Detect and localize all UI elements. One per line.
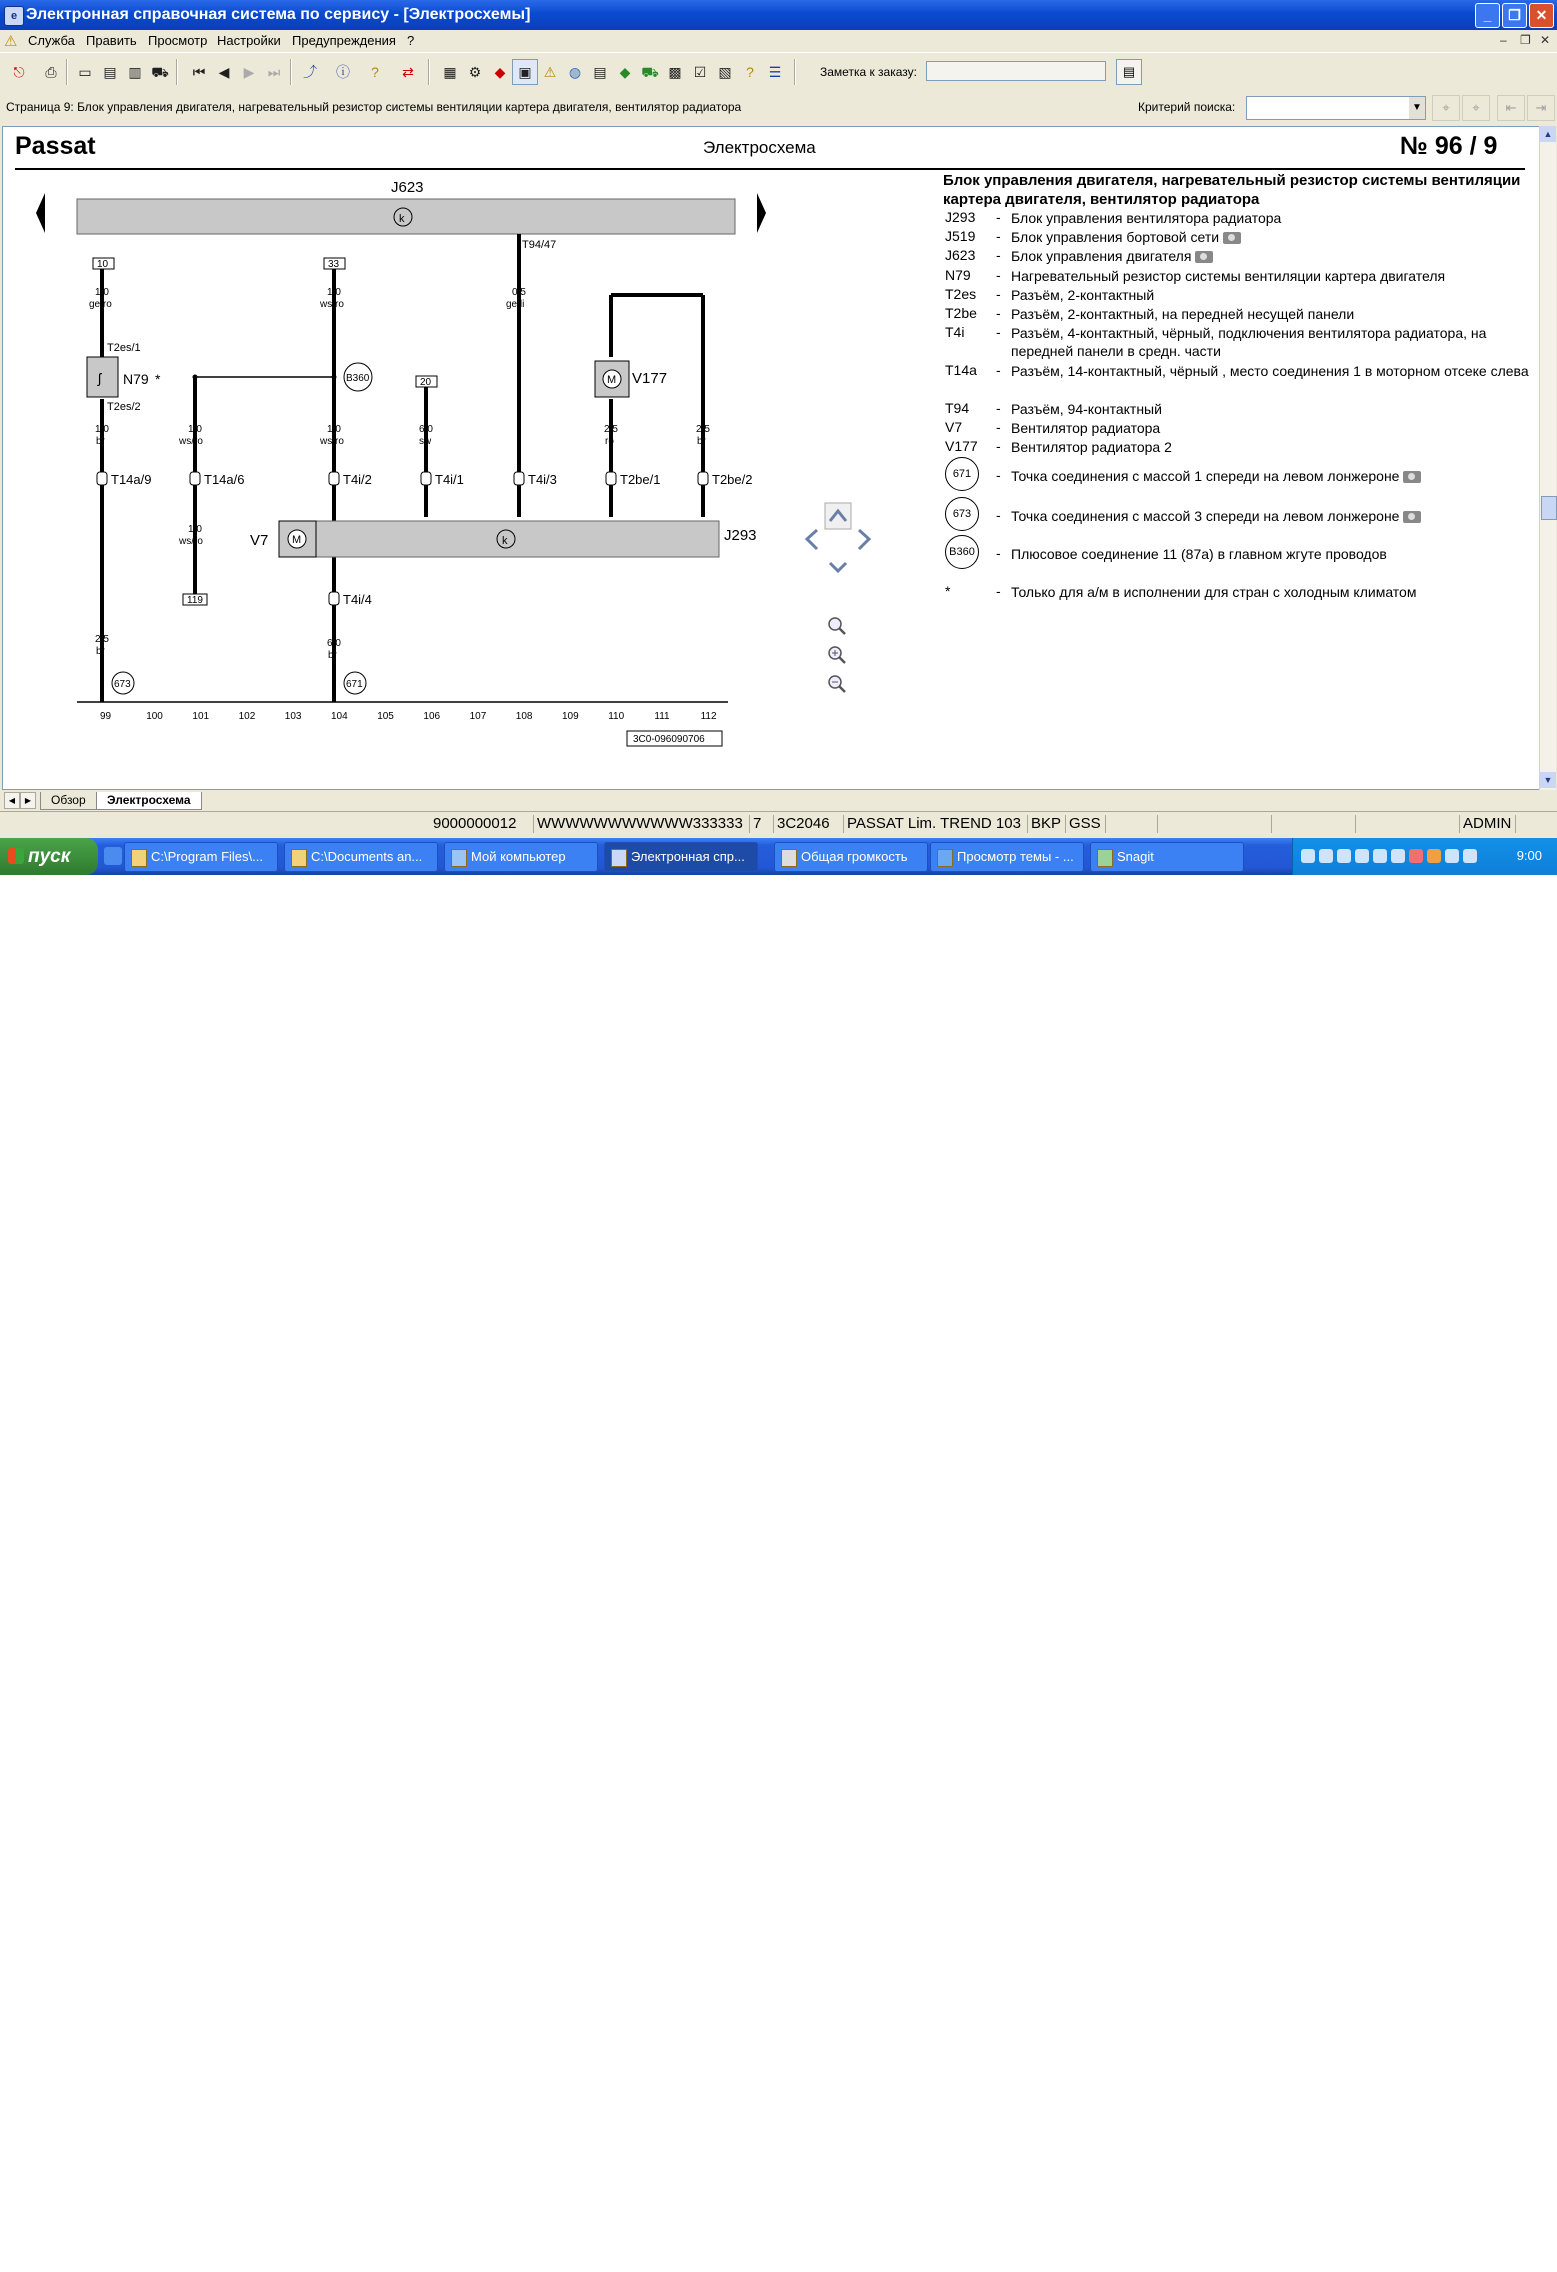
warning-icon: ⚠ bbox=[4, 33, 18, 50]
tray-icon[interactable] bbox=[1337, 849, 1351, 863]
connector-t2be-2: T2be/2 bbox=[712, 472, 753, 487]
v177-label: V177 bbox=[632, 370, 668, 387]
wire-9-color: br bbox=[697, 436, 706, 447]
task-browser[interactable]: Просмотр темы - ... bbox=[930, 842, 1084, 872]
wire-4-gauge: 1,0 bbox=[95, 424, 109, 435]
legend-title: Блок управления двигателя, нагревательный резистор системы вентиляции картера двигателя, вентилятор радиатора bbox=[943, 172, 1521, 208]
page-info: Страница 9: Блок управления двигателя, нагревательный резистор системы вентиляции картера двигателя, вентилятор радиатора bbox=[6, 100, 742, 114]
connector-t14a-9: T14a/9 bbox=[111, 472, 152, 487]
tool-4-icon[interactable]: ▤ bbox=[593, 64, 607, 80]
scale-number: 109 bbox=[562, 711, 579, 722]
order-note-label: Заметка к заказу: bbox=[820, 65, 917, 79]
tool-6-icon[interactable]: ⛟ bbox=[641, 64, 659, 80]
menu-edit[interactable]: Править bbox=[86, 33, 137, 48]
doc-page-number: № 96 / 9 bbox=[1400, 132, 1498, 160]
svg-text:k: k bbox=[502, 535, 508, 547]
tab-overview[interactable]: Обзор bbox=[40, 792, 97, 810]
status-user: ADMIN bbox=[1460, 815, 1516, 833]
minimize-button[interactable]: _ bbox=[1475, 3, 1500, 28]
connector-t2be-1: T2be/1 bbox=[620, 472, 661, 487]
scale-number: 102 bbox=[238, 711, 256, 722]
connector-t2es-1: T2es/1 bbox=[107, 342, 141, 354]
sheet-tabs bbox=[0, 790, 1540, 810]
wire-2-color: ws/ro bbox=[320, 299, 344, 310]
task-my-computer[interactable]: Мой компьютер bbox=[444, 842, 598, 872]
b360-label: B360 bbox=[346, 373, 370, 384]
search-next-button[interactable]: ⇥ bbox=[1527, 95, 1555, 121]
wire-10-color: ws/ro bbox=[179, 536, 203, 547]
wire-9-gauge: 2,5 bbox=[696, 424, 710, 435]
app-window bbox=[0, 0, 1557, 875]
connector-t4i-2: T4i/2 bbox=[343, 472, 372, 487]
camera-icon[interactable] bbox=[1403, 471, 1421, 483]
menu-help[interactable]: ? bbox=[407, 33, 415, 48]
wire-2-gauge: 1,0 bbox=[327, 287, 341, 298]
scale-number: 106 bbox=[423, 711, 441, 722]
wire-8-gauge: 2,5 bbox=[604, 424, 618, 435]
legend: Блок управления двигателя, нагревательный резистор системы вентиляции картера двигателя, вентилятор радиатора J293 - Блок управления вентилятора радиатора J519 - Блок управления бортовой сети J623 - Блок управления двигателя N79 - Нагревательный резистор системы вентиляции картера двигателя T2es - Разъём, 2-контактный T2be - Разъём, 2-контактный, на передней несущей панели T4i - Разъём, 4-контактный, чёрный, подключения вентилятора радиатора, на передней панели в средн. части T14a - Разъём, 14-контактный, чёрный , место соединения 1 в моторном отсеке слева T94 - Разъём, 94-контактный V7 - Вентилятор радиатора V177 - Вентилятор радиатора 2 671 - Точка соединения с массой 1 спереди на левом лонжероне 673 - Точка соединения с массой 3 спереди на левом лонжероне B360 - Плюсовое соединение 11 (87a) в главном жгуте проводов * - Только для а/м в исполнении для стран с холодным климатом bbox=[943, 171, 1533, 209]
svg-text:k: k bbox=[399, 213, 405, 225]
scale-number: 110 bbox=[608, 711, 625, 722]
window-title: Электронная справочная система по сервису - [Электросхемы] bbox=[26, 6, 531, 23]
wire-6-gauge: 1,0 bbox=[327, 424, 341, 435]
scale-number: 103 bbox=[284, 711, 302, 722]
scale-number: 112 bbox=[700, 711, 717, 722]
task-documents[interactable]: C:\Documents an... bbox=[284, 842, 438, 872]
wire-10-gauge: 1,0 bbox=[188, 524, 202, 535]
scale-number: 99 bbox=[100, 711, 112, 722]
task-service-system[interactable]: Электронная спр... bbox=[604, 842, 758, 872]
menu-service[interactable]: Служба bbox=[28, 33, 75, 48]
search-tool-2-button[interactable]: ⌖ bbox=[1462, 95, 1490, 121]
menu-settings[interactable]: Настройки bbox=[217, 33, 281, 48]
start-button[interactable]: пуск bbox=[0, 838, 98, 875]
wire-5-color: ws/ro bbox=[179, 436, 203, 447]
j623-label: J623 bbox=[391, 179, 424, 196]
wire-12-gauge: 6,0 bbox=[327, 638, 341, 649]
first-page-icon[interactable]: ⏮ bbox=[192, 64, 206, 80]
document-list-icon[interactable]: ▥ bbox=[128, 64, 142, 80]
j623-box bbox=[77, 199, 735, 234]
tray-icon[interactable] bbox=[1301, 849, 1315, 863]
tool-9-icon[interactable]: ? bbox=[746, 64, 754, 80]
search-prev-button[interactable]: ⇤ bbox=[1497, 95, 1525, 121]
camera-icon[interactable] bbox=[1223, 232, 1241, 244]
tray-icon[interactable] bbox=[1355, 849, 1369, 863]
scale-number: 101 bbox=[192, 711, 210, 722]
wire-12-color: br bbox=[328, 650, 337, 661]
order-note-button[interactable]: ▤ bbox=[1116, 59, 1142, 85]
scale-number: 107 bbox=[469, 711, 487, 722]
zoom-in-icon[interactable] bbox=[829, 647, 845, 663]
svg-text:ʃ: ʃ bbox=[98, 370, 102, 386]
back-up-icon[interactable]: ⤴ bbox=[303, 64, 317, 80]
toolbar bbox=[0, 52, 1557, 92]
tool-5-icon[interactable]: ◆ bbox=[619, 64, 631, 80]
info-icon[interactable]: ⓘ bbox=[336, 64, 350, 80]
wire-7-color: sw bbox=[419, 436, 432, 447]
tray-icon[interactable] bbox=[1319, 849, 1333, 863]
help-icon[interactable]: ? bbox=[371, 64, 379, 80]
wire-8-color: ro bbox=[605, 436, 614, 447]
wire-5-gauge: 1,0 bbox=[188, 424, 202, 435]
new-document-icon[interactable]: ▭ bbox=[78, 64, 92, 80]
tray-icon[interactable] bbox=[1409, 849, 1423, 863]
quicklaunch-icon[interactable] bbox=[104, 847, 122, 865]
camera-icon[interactable] bbox=[1195, 251, 1213, 263]
connector-t94-47: T94/47 bbox=[522, 239, 557, 251]
tool-3-icon[interactable]: ◆ bbox=[494, 64, 506, 80]
wire-3-gauge: 0,5 bbox=[512, 287, 526, 298]
scroll-up-icon[interactable]: ▲ bbox=[1540, 126, 1556, 142]
status-field-4: 3C2046 bbox=[774, 815, 844, 833]
close-button[interactable]: ✕ bbox=[1529, 3, 1554, 28]
system-tray bbox=[1292, 838, 1557, 875]
volume-icon[interactable] bbox=[1463, 849, 1477, 863]
search-combobox[interactable] bbox=[1246, 96, 1426, 120]
scroll-thumb[interactable] bbox=[1541, 496, 1557, 520]
status-bar bbox=[0, 811, 1557, 836]
j293-label: J293 bbox=[724, 527, 757, 544]
j293-box bbox=[279, 521, 719, 557]
ground-673-label: 673 bbox=[114, 679, 131, 690]
status-order-number: 9000000012 bbox=[430, 815, 534, 833]
tray-icon[interactable] bbox=[1391, 849, 1405, 863]
mdi-restore-button[interactable]: ❐ bbox=[1520, 33, 1531, 47]
swap-icon[interactable]: ⇄ bbox=[402, 64, 414, 80]
connector-t4i-1: T4i/1 bbox=[435, 472, 464, 487]
scale-number: 108 bbox=[515, 711, 533, 722]
connector-t2es-2: T2es/2 bbox=[107, 401, 141, 413]
task-snagit[interactable]: Snagit bbox=[1090, 842, 1244, 872]
last-page-icon[interactable]: ⏭ bbox=[267, 64, 281, 80]
menu-warnings[interactable]: Предупреждения bbox=[292, 33, 396, 48]
pin-33: 33 bbox=[328, 259, 340, 270]
pin-10: 10 bbox=[97, 259, 109, 270]
svg-text:M: M bbox=[607, 374, 617, 386]
status-gearbox-code: GSS bbox=[1066, 815, 1106, 833]
zoom-icon[interactable] bbox=[829, 618, 845, 634]
v7-label: V7 bbox=[250, 532, 269, 549]
doc-brand: Passat bbox=[15, 132, 96, 160]
wiring-diagram-icon[interactable]: ▣ bbox=[512, 59, 538, 85]
status-field-3: 7 bbox=[750, 815, 774, 833]
globe-icon[interactable]: ◍ bbox=[568, 64, 582, 80]
print-icon[interactable]: ⎙ bbox=[45, 64, 57, 80]
task-volume[interactable]: Общая громкость bbox=[774, 842, 928, 872]
app-icon: e bbox=[4, 6, 24, 26]
n79-label: N79 bbox=[123, 371, 149, 387]
wiring-diagram bbox=[3, 127, 933, 789]
wire-4-color: br bbox=[96, 436, 105, 447]
document-view[interactable] bbox=[2, 126, 1540, 790]
tab-scroll-right-icon[interactable]: ▶ bbox=[20, 792, 36, 809]
restore-button[interactable]: ❐ bbox=[1502, 3, 1527, 28]
tool-8-icon[interactable]: ▧ bbox=[718, 64, 732, 80]
scale-numbers bbox=[100, 711, 717, 722]
taskbar bbox=[0, 838, 1557, 875]
pin-119: 119 bbox=[187, 595, 203, 606]
wire-6-color: ws/ro bbox=[320, 436, 344, 447]
title-bar[interactable] bbox=[0, 0, 1557, 30]
order-note-input[interactable] bbox=[926, 61, 1106, 81]
wire-7-gauge: 6,0 bbox=[419, 424, 433, 435]
warning-tool-icon[interactable]: ⚠ bbox=[543, 64, 557, 80]
pan-up-button[interactable] bbox=[825, 503, 851, 529]
chevron-down-icon[interactable]: ▼ bbox=[1409, 97, 1425, 119]
wire-1-color: ge/ro bbox=[89, 299, 112, 310]
svg-text:M: M bbox=[292, 534, 302, 546]
mdi-minimize-button[interactable]: – bbox=[1500, 33, 1507, 47]
tray-icon[interactable] bbox=[1427, 849, 1441, 863]
clock: 9:00 bbox=[1516, 848, 1542, 863]
windows-logo-icon bbox=[8, 848, 24, 864]
search-label: Критерий поиска: bbox=[1138, 100, 1236, 114]
wire-11-color: br bbox=[96, 646, 105, 657]
previous-page-icon[interactable]: ◀ bbox=[218, 64, 230, 80]
connector-t4i-3: T4i/3 bbox=[528, 472, 557, 487]
wire-3-color: ge/li bbox=[506, 299, 525, 310]
wire-11-gauge: 2,5 bbox=[95, 634, 109, 645]
scroll-down-icon[interactable]: ▼ bbox=[1540, 772, 1556, 788]
diagram-code: 3C0-096090706 bbox=[633, 734, 705, 745]
mdi-close-button[interactable]: ✕ bbox=[1540, 33, 1551, 47]
connector-t14a-6: T14a/6 bbox=[204, 472, 245, 487]
scroll-left-icon[interactable] bbox=[36, 193, 45, 233]
scale-number: 100 bbox=[146, 711, 163, 722]
scale-number: 104 bbox=[331, 711, 348, 722]
tool-1-icon[interactable]: ▦ bbox=[443, 64, 457, 80]
tray-icon[interactable] bbox=[1373, 849, 1387, 863]
svg-text:*: * bbox=[155, 371, 161, 387]
tray-icon[interactable] bbox=[1445, 849, 1459, 863]
car-icon[interactable]: ⛟ bbox=[151, 64, 169, 80]
tool-7-icon[interactable]: ▩ bbox=[668, 64, 682, 80]
wire-1-gauge: 1,0 bbox=[95, 287, 109, 298]
n79-component bbox=[87, 357, 118, 397]
menu-view[interactable]: Просмотр bbox=[148, 33, 208, 48]
scroll-right-icon[interactable] bbox=[757, 193, 766, 233]
pan-right-icon[interactable] bbox=[859, 530, 869, 549]
task-program-files[interactable]: C:\Program Files\... bbox=[124, 842, 278, 872]
tab-wiring-diagram[interactable]: Электросхема bbox=[96, 792, 202, 810]
pan-down-icon[interactable] bbox=[830, 563, 846, 571]
exit-icon[interactable]: ⎋ bbox=[13, 64, 25, 80]
camera-icon[interactable] bbox=[1403, 511, 1421, 523]
tool-10-icon[interactable]: ☰ bbox=[768, 64, 782, 80]
search-tool-1-button[interactable]: ⌖ bbox=[1432, 95, 1460, 121]
checklist-icon[interactable]: ☑ bbox=[693, 64, 707, 80]
menu-bar bbox=[0, 30, 1557, 52]
info-bar bbox=[0, 90, 1557, 124]
vertical-scrollbar[interactable] bbox=[1539, 126, 1556, 790]
next-page-icon[interactable]: ▶ bbox=[243, 64, 255, 80]
zoom-out-icon[interactable] bbox=[829, 676, 845, 692]
status-vin: WWWWWWWWWWW333333 bbox=[534, 815, 750, 833]
pin-20: 20 bbox=[420, 377, 432, 388]
scale-number: 111 bbox=[654, 711, 670, 722]
wires bbox=[102, 234, 703, 702]
status-engine-code: BKP bbox=[1028, 815, 1066, 833]
tab-scroll-left-icon[interactable]: ◀ bbox=[4, 792, 20, 809]
open-document-icon[interactable]: ▤ bbox=[103, 64, 117, 80]
pan-left-icon[interactable] bbox=[807, 530, 817, 549]
tool-2-icon[interactable]: ⚙ bbox=[468, 64, 482, 80]
scale-number: 105 bbox=[377, 711, 394, 722]
connector-t4i-4: T4i/4 bbox=[343, 592, 372, 607]
doc-type: Электросхема bbox=[703, 138, 816, 157]
ground-671-label: 671 bbox=[346, 679, 363, 690]
status-model: PASSAT Lim. TREND 103 bbox=[844, 815, 1028, 833]
